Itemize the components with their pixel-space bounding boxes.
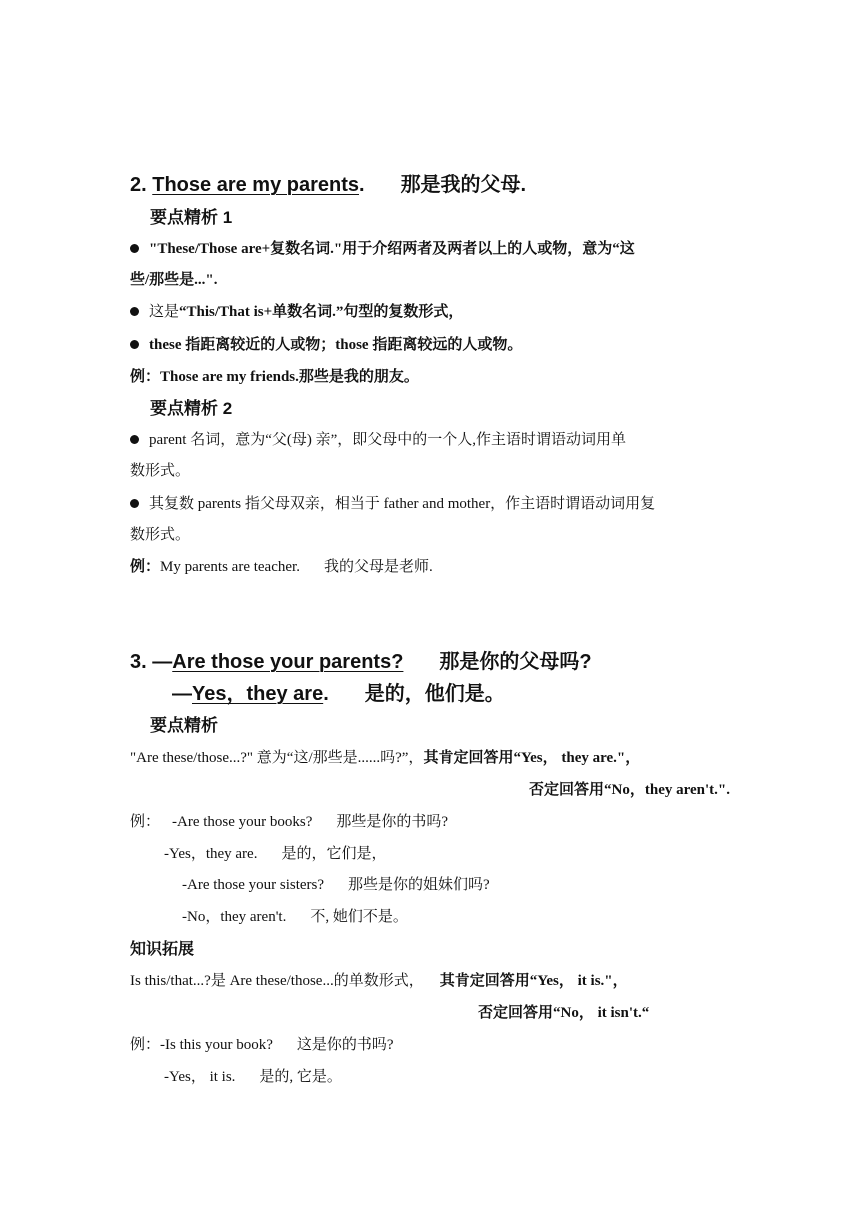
bullet-1-text: "These/Those are+复数名词."用于介绍两者及两者以上的人或物，意为“这	[149, 241, 635, 257]
section-2-title-zh: 那是我的父母.	[400, 174, 527, 196]
example-a2-en: -No，they aren't.	[182, 909, 287, 925]
extension-line-1	[130, 974, 628, 989]
rule-text: "Are these/those...?" 意为“这/那些是......吗?”，	[130, 750, 424, 766]
extension-text: Is this/that...?是 Are these/those...的单数形式，	[130, 973, 424, 989]
bullet-4-line-1	[130, 433, 626, 448]
section-3-answer-zh: 是的，他们是。	[364, 683, 505, 705]
dash: —	[172, 683, 192, 705]
key-points-1-heading: 要点精析 1	[150, 208, 233, 227]
example-3-a1	[164, 847, 386, 862]
example-4-q-zh: 这是你的书吗?	[296, 1037, 394, 1053]
answer-dot: .	[323, 683, 329, 705]
example-3-q1	[130, 815, 448, 830]
section-3-question-zh: 那是你的父母吗?	[439, 651, 592, 673]
rule-line-1	[130, 751, 640, 766]
bullet-2	[130, 305, 463, 320]
example-2-en: My parents are teacher.	[160, 559, 300, 575]
example-3-a2	[182, 910, 408, 925]
section-2-number: 2.	[130, 174, 147, 196]
dash: —	[152, 651, 173, 673]
example-2-zh: 我的父母是老师.	[323, 559, 433, 575]
section-3-heading-answer	[172, 684, 505, 704]
extension-bold-text: 其肯定回答用“Yes， it is."，	[439, 973, 628, 989]
example-a1-zh: 是的，它们是，	[281, 846, 387, 862]
bullet-1-line-1	[130, 242, 635, 257]
bullet-dot-icon	[130, 499, 139, 508]
section-3-heading-question	[130, 652, 592, 672]
example-2	[130, 560, 433, 575]
example-4-a	[164, 1070, 342, 1085]
key-points-3-heading: 要点精析	[150, 716, 218, 735]
rule-line-2: 否定回答用“No，they aren't.".	[529, 782, 730, 798]
example-q2-zh: 那些是你的姐妹们吗?	[348, 877, 490, 893]
rule-bold-text: 其肯定回答用“Yes， they are."，	[423, 750, 641, 766]
bullet-4-text: parent 名词，意为“父(母) 亲”，即父母中的一个人,作主语时谓语动词用单	[149, 432, 627, 448]
example-4-a-zh: 是的, 它是。	[259, 1069, 342, 1085]
example-label: 例：	[130, 814, 161, 830]
section-2-title-en: Those are my parents	[152, 174, 359, 196]
section-2-heading	[130, 175, 526, 195]
bullet-2-bold-text: “This/That is+单数名词.”句型的复数形式，	[179, 304, 464, 320]
example-4-q-en: -Is this your book?	[160, 1037, 273, 1053]
example-q2-en: -Are those your sisters?	[182, 877, 325, 893]
key-points-2-heading: 要点精析 2	[150, 399, 233, 418]
example-label: 例：	[130, 1037, 161, 1053]
section-2-title-dot: .	[359, 174, 365, 196]
extension-heading: 知识拓展	[130, 941, 195, 958]
bullet-3-text: these 指距离较近的人或物；those 指距离较远的人或物。	[149, 337, 523, 353]
bullet-3	[130, 338, 522, 353]
example-a2-zh: 不, 她们不是。	[310, 909, 408, 925]
section-3-number: 3.	[130, 651, 147, 673]
bullet-1-line-2: 些/那些是...".	[130, 272, 218, 288]
example-4-a-en: -Yes， it is.	[164, 1069, 236, 1085]
example-a1-en: -Yes，they are.	[164, 846, 258, 862]
bullet-dot-icon	[130, 340, 139, 349]
example-3-q2	[182, 878, 490, 893]
bullet-dot-icon	[130, 244, 139, 253]
section-3-question-en: Are those your parents?	[172, 651, 404, 673]
bullet-2-prefix: 这是	[149, 304, 180, 320]
bullet-dot-icon	[130, 307, 139, 316]
section-3-answer-en: Yes，they are	[192, 683, 324, 705]
example-q1-zh: 那些是你的书吗?	[336, 814, 449, 830]
bullet-5-line-2: 数形式。	[130, 527, 191, 543]
example-1-text: Those are my friends.那些是我的朋友。	[160, 369, 419, 385]
bullet-4-line-2: 数形式。	[130, 463, 191, 479]
bullet-dot-icon	[130, 435, 139, 444]
example-label: 例：	[130, 559, 161, 575]
example-1	[130, 370, 419, 385]
example-label: 例：	[130, 369, 161, 385]
bullet-5-line-1	[130, 497, 655, 512]
example-4-q	[130, 1038, 394, 1053]
extension-line-2: 否定回答用“No， it isn't.“	[478, 1005, 650, 1021]
bullet-5-text: 其复数 parents 指父母双亲，相当于 father and mother，作主语时谓语动词用复	[149, 496, 656, 512]
example-q1-en: -Are those your books?	[172, 814, 313, 830]
